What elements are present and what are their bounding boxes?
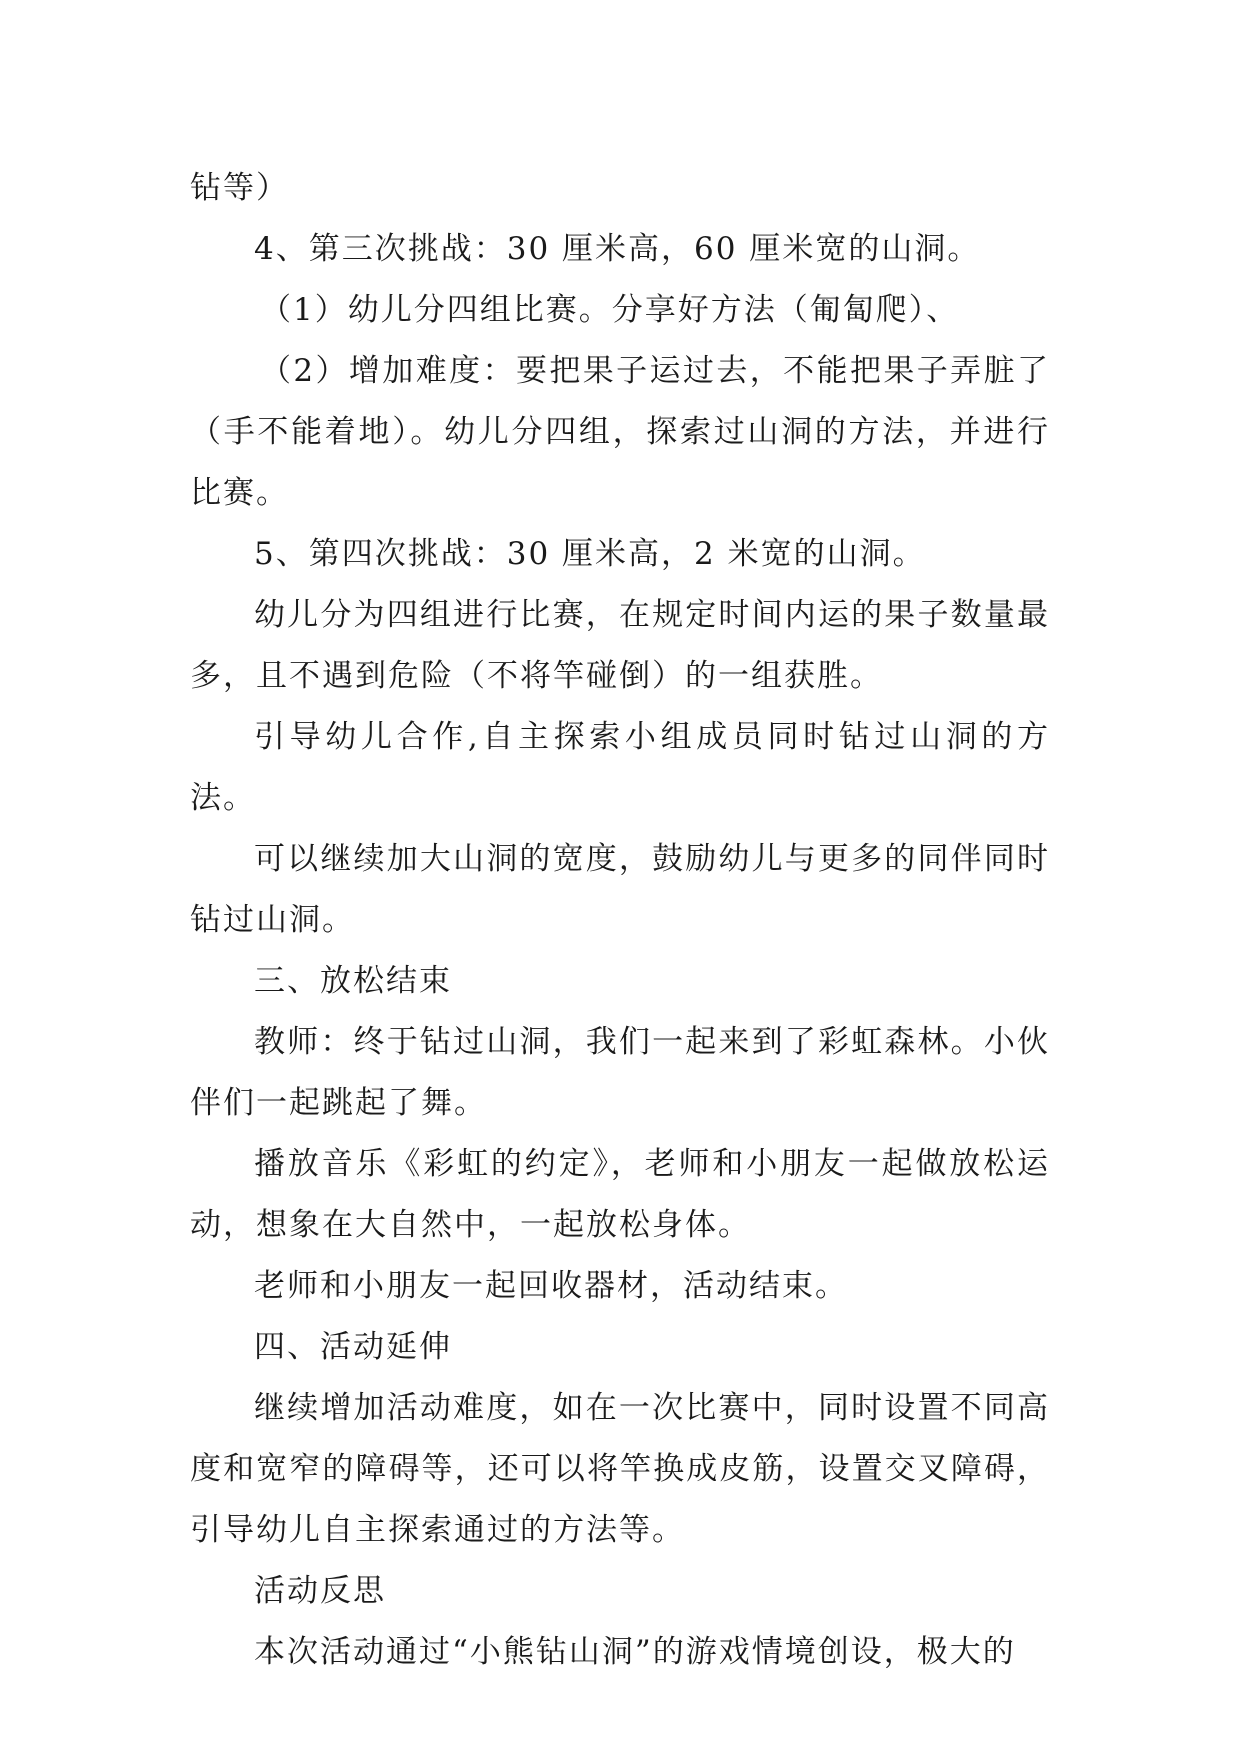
paragraph-challenge-3-step-2: （2）增加难度：要把果子运过去，不能把果子弄脏了（手不能着地）。幼儿分四组，探索过山洞的方法，并进行比赛。 (190, 353, 1050, 511)
paragraph-challenge-3-step-1: （1）幼儿分四组比赛。分享好方法（匍匐爬）、 (260, 292, 960, 328)
section-heading-relax: 三、放松结束 (254, 963, 452, 999)
paragraph-play-music: 播放音乐《彩虹的约定》，老师和小朋友一起做放松运动，想象在大自然中，一起放松身体。 (190, 1146, 1050, 1243)
paragraph-increase-difficulty: 继续增加活动难度，如在一次比赛中，同时设置不同高度和宽窄的障碍等，还可以将竿换成皮筋，设置交叉障碍，引导幼儿自主探索通过的方法等。 (190, 1390, 1050, 1548)
paragraph-continuation: 钻等） (190, 170, 289, 206)
document-body (190, 158, 1050, 1683)
paragraph-reflection-start: 本次活动通过“小熊钻山洞”的游戏情境创设，极大的 (254, 1634, 1016, 1670)
paragraph-challenge-3: 4、第三次挑战：30 厘米高，60 厘米宽的山洞。 (254, 231, 981, 267)
paragraph-teacher-dialogue: 教师：终于钻过山洞，我们一起来到了彩虹森林。小伙伴们一起跳起了舞。 (190, 1024, 1050, 1121)
section-heading-extension: 四、活动延伸 (254, 1329, 452, 1365)
paragraph-guide-cooperation: 引导幼儿合作,自主探索小组成员同时钻过山洞的方法。 (190, 719, 1050, 816)
paragraph-widen-cave: 可以继续加大山洞的宽度，鼓励幼儿与更多的同伴同时钻过山洞。 (190, 841, 1050, 938)
paragraph-competition-rules: 幼儿分为四组进行比赛，在规定时间内运的果子数量最多，且不遇到危险（不将竿碰倒）的一组获胜。 (190, 597, 1050, 694)
paragraph-collect-equipment: 老师和小朋友一起回收器材，活动结束。 (254, 1268, 848, 1304)
paragraph-challenge-4: 5、第四次挑战：30 厘米高，2 米宽的山洞。 (254, 536, 926, 572)
section-heading-reflection: 活动反思 (254, 1573, 386, 1609)
